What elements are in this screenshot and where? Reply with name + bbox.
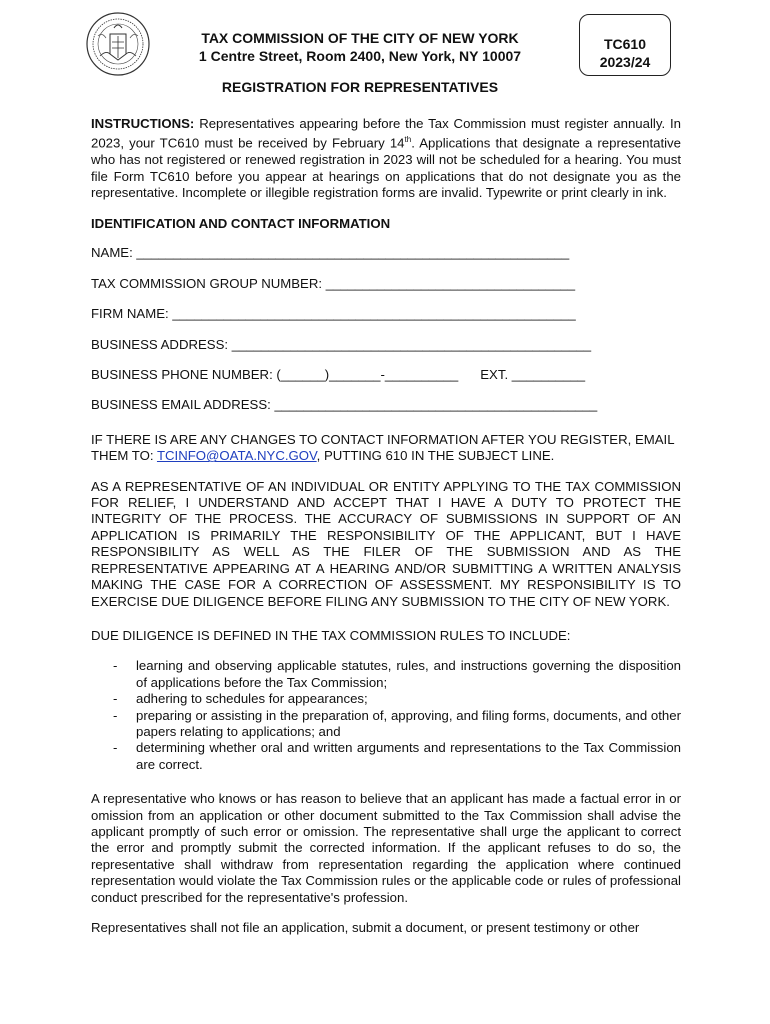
tcinfo-email-link[interactable]: TCINFO@OATA.NYC.GOV xyxy=(156,448,317,464)
list-item: - preparing or assisting in the preparation of, approving, and filing forms, documents, and other papers relating to applications; and xyxy=(113,707,681,739)
duty-paragraph: AS A REPRESENTATIVE OF AN INDIVIDUAL OR ENTITY APPLYING TO THE TAX COMMISSION FOR RELIEF, I UNDERSTAND AND ACCEPT THAT I HAVE A DUTY TO PROTECT THE INTEGRITY OF THE PROCESS. THE ACCURACY OF SUBMISSIONS IN SUPPORT OF AN APPLICATION IS PRIMARILY THE RESPONSIBILITY OF THE APPLICANT, BUT I HAVE RESPONSIBILITY AS WELL AS THE FILER OF THE SUBMISSION AND AS THE REPRESENTATIVE APPEARING AT A HEARING AND/OR SUBMITTING A WRITTEN ANALYSIS MAKING THE CASE FOR A CORRECTION OF ASSESSMENT. MY RESPONSIBILITY IS TO EXERCISE DUE DILIGENCE BEFORE FILING ANY SUBMISSION TO THE CITY OF NEW YORK. xyxy=(91,478,681,609)
factual-error-paragraph: A representative who knows or has reason to believe that an applicant has made a factual error in or omission from an application or other document submitted to the Tax Commission shall advise the applicant promptly of such error or omission. The representative shall urge the applicant to correct the error and promptly submit the corrected information. If the applicant refuses to do so, the representative shall withdraw from representation regarding the application where continued representation would violate the Tax Commission rules or the applicable code or rules of professional conduct prescribed for the representative's profession. xyxy=(91,791,681,905)
contact-changes-text-2: , PUTTING 610 IN THE SUBJECT LINE. xyxy=(316,448,555,464)
contact-changes-text-1: IF THERE IS ARE ANY CHANGES TO CONTACT INFORMATION AFTER YOU REGISTER, EMAIL THEM TO: xyxy=(91,431,675,464)
group-number-field[interactable]: TAX COMMISSION GROUP NUMBER: __________________________________ xyxy=(91,275,576,291)
firm-name-field[interactable]: FIRM NAME: _______________________________________________________ xyxy=(91,306,576,322)
form-title: REGISTRATION FOR REPRESENTATIVES xyxy=(221,79,499,95)
instructions-superscript: th xyxy=(404,135,412,145)
list-item: - adhering to schedules for appearances; xyxy=(113,691,368,707)
instructions-label: INSTRUCTIONS: xyxy=(91,116,195,131)
form-id: TC610 xyxy=(603,36,647,52)
business-email-field[interactable]: BUSINESS EMAIL ADDRESS: ____________________________________________ xyxy=(91,397,598,413)
instructions-text-1: Representatives appearing before the Tax Commission must register annually. In 2023, your TC610 must be received by February 14 xyxy=(91,116,681,151)
business-phone-field[interactable]: BUSINESS PHONE NUMBER: (______)_______-__________ xyxy=(91,367,459,383)
due-diligence-list xyxy=(91,658,681,773)
last-line: Representatives shall not file an application, submit a document, or present testimony or other xyxy=(91,920,640,936)
phone-ext-field[interactable]: EXT. __________ xyxy=(480,367,586,383)
agency-header xyxy=(170,29,550,65)
city-seal-logo xyxy=(86,12,150,76)
contact-changes-paragraph xyxy=(91,432,681,465)
name-field[interactable]: NAME: ___________________________________________________________ xyxy=(91,245,570,261)
agency-address: 1 Centre Street, Room 2400, New York, NY 10007 xyxy=(198,48,522,64)
list-item: - learning and observing applicable statutes, rules, and instructions governing the disposition of applications before the Tax Commission; xyxy=(113,658,681,690)
agency-name: TAX COMMISSION OF THE CITY OF NEW YORK xyxy=(201,30,519,46)
phone-row xyxy=(91,367,681,383)
form-year: 2023/24 xyxy=(599,54,651,70)
business-address-field[interactable]: BUSINESS ADDRESS: _________________________________________________ xyxy=(91,336,592,352)
form-body xyxy=(91,116,681,936)
instructions-paragraph xyxy=(91,116,681,201)
section-heading-identification: IDENTIFICATION AND CONTACT INFORMATION xyxy=(91,216,391,232)
list-item: - determining whether oral and written arguments and representations to the Tax Commission are correct. xyxy=(113,740,681,772)
due-diligence-intro: DUE DILIGENCE IS DEFINED IN THE TAX COMMISSION RULES TO INCLUDE: xyxy=(91,627,571,643)
instructions-text-2: . Applications that designate a representative who has not registered or renewed registration in 2023 will not be scheduled for a hearing. You must file Form TC610 before you appear at hearings on applications that do not designate you as the representative. Incomplete or illegible registration forms are invalid. Typewrite or print clearly in ink. xyxy=(91,135,681,201)
form-id-badge xyxy=(579,14,671,76)
